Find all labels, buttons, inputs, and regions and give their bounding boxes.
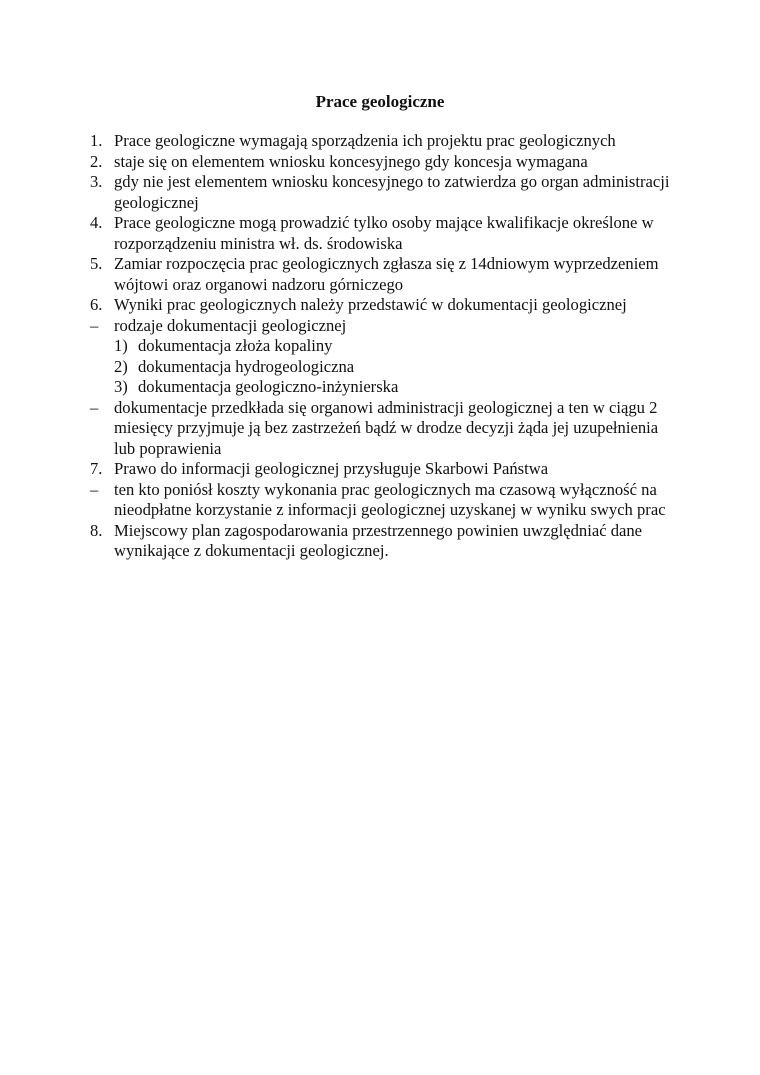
list-item xyxy=(90,459,680,480)
bullet-item-text: dokumentacje przedkłada się organowi administracji geologicznej a ten w ciągu 2 miesięcy przyjmuje ją bez zastrzeżeń bądź w drodze decyzji żąda jej uzupełnienia lub poprawienia xyxy=(114,397,659,458)
bullet-item-text: rodzaje dokumentacji geologicznej xyxy=(114,315,347,335)
list-number: 5. xyxy=(90,254,103,273)
list-item xyxy=(90,213,680,254)
sub-list-number: 3) xyxy=(114,377,128,396)
list-item-text: Prawo do informacji geologicznej przysługuje Skarbowi Państwa xyxy=(114,459,549,478)
list-item xyxy=(90,295,680,316)
list-item xyxy=(90,152,680,173)
bullet-item-text: ten kto poniósł koszty wykonania prac geologicznych ma czasową wyłączność na nieodpłatne korzystanie z informacji geologicznej uzyskanej w wyniku swych prac xyxy=(114,479,666,519)
list-item-text: gdy nie jest elementem wniosku koncesyjnego to zatwierdza go organ administracji geologicznej xyxy=(114,172,670,212)
dash-bullet: – xyxy=(90,479,99,499)
sub-list-number: 1) xyxy=(114,336,128,355)
list-item-text: Wyniki prac geologicznych należy przedstawić w dokumentacji geologicznej xyxy=(114,295,627,314)
list-item xyxy=(90,254,680,295)
dash-bullet: – xyxy=(90,397,99,417)
list-number: 3. xyxy=(90,172,103,191)
bullet-item xyxy=(90,398,680,460)
list-item-text: staje się on elementem wniosku koncesyjnego gdy koncesja wymagana xyxy=(114,151,588,171)
page-title: Prace geologiczne xyxy=(315,92,445,111)
list-item xyxy=(90,131,680,152)
list-number: 8. xyxy=(90,520,103,540)
list-number: 6. xyxy=(90,295,103,314)
bullet-item xyxy=(90,316,680,337)
sub-list-item-text: dokumentacja geologiczno-inżynierska xyxy=(138,377,399,396)
dash-bullet: – xyxy=(90,315,99,335)
list-number: 1. xyxy=(90,131,103,150)
sub-list-item xyxy=(90,357,680,378)
list-item-text: Prace geologiczne wymagają sporządzenia ich projektu prac geologicznych xyxy=(114,131,616,150)
sub-list-item xyxy=(90,336,680,357)
sub-list-item xyxy=(90,377,680,398)
list-number: 2. xyxy=(90,151,103,171)
sub-list-number: 2) xyxy=(114,356,128,376)
list-item xyxy=(90,172,680,213)
sub-list-item-text: dokumentacja złoża kopaliny xyxy=(138,336,333,355)
list-item-text: Miejscowy plan zagospodarowania przestrzennego powinien uwzględniać dane wynikające z dokumentacji geologicznej. xyxy=(114,520,643,560)
sub-list-item-text: dokumentacja hydrogeologiczna xyxy=(138,356,355,376)
bullet-item xyxy=(90,480,680,521)
list-number: 4. xyxy=(90,213,103,232)
document-body xyxy=(90,131,680,562)
list-item-text: Prace geologiczne mogą prowadzić tylko osoby mające kwalifikacje określone w rozporządzeniu ministra wł. ds. środowiska xyxy=(114,213,654,253)
list-item-text: Zamiar rozpoczęcia prac geologicznych zgłasza się z 14dniowym wyprzedzeniem wójtowi oraz organowi nadzoru górniczego xyxy=(114,254,659,294)
list-number: 7. xyxy=(90,459,103,478)
list-item xyxy=(90,521,680,562)
